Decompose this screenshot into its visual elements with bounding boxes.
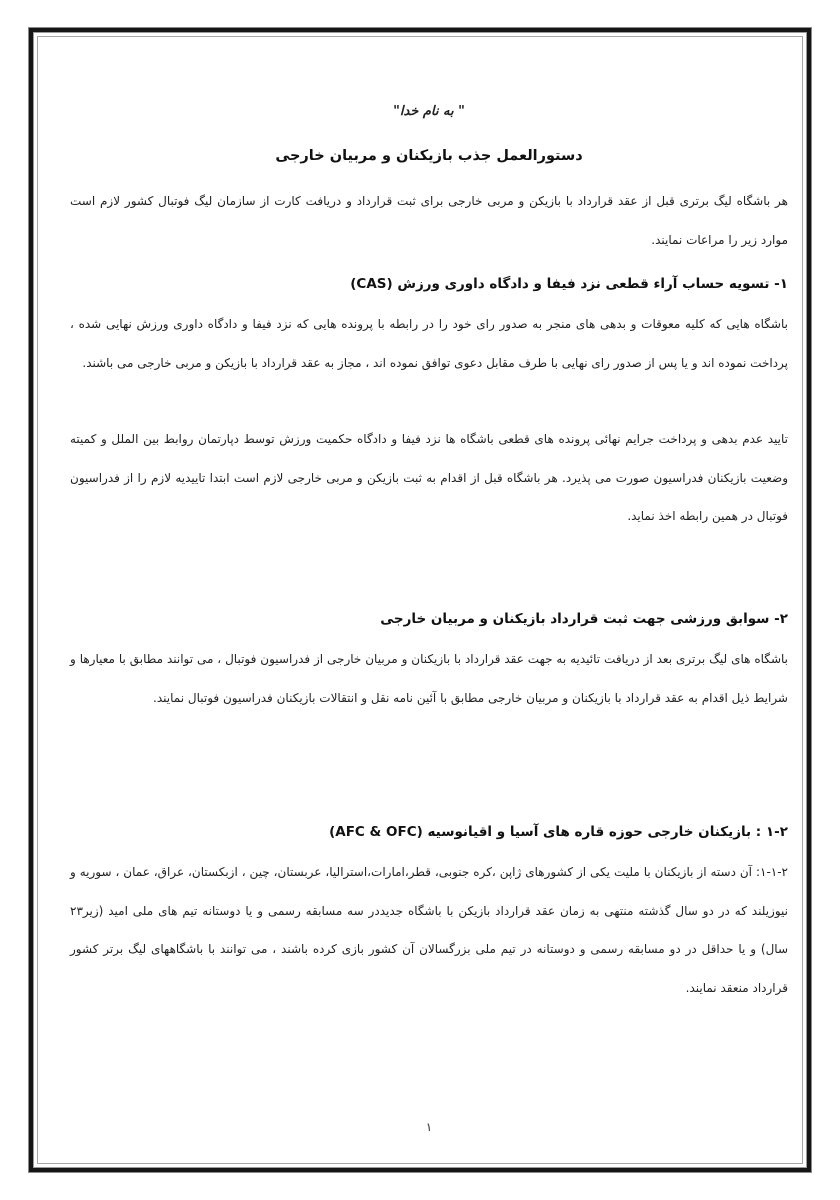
section-2-paragraph-1: باشگاه های لیگ برتری بعد از دریافت تائیدیه به جهت عقد قرارداد با بازیکنان و مربیان خارجی از فدراسیون فوتبال ، می توانند مطابق با معیارها و شرایط ذیل اقدام به عقد قرارداد با بازیکنان و مربیان خارجی مطابق با آئین نامه نقل و انتقالات بازیکنان فدراسیون فوتبال نمایند.	[70, 652, 788, 705]
section-2-1-1-paragraph: ۱-۱-۲: آن دسته از بازیکنان با ملیت یکی از کشورهای ژاپن ،کره جنوبی، قطر،امارات،استرالیا، عربستان، چین ، ازبکستان، عراق، عمان ، سوریه و نیوزیلند که در دو سال گذشته منتهی به زمان عقد قرارداد بازیکن با باشگاه جدیددر سه مسابقه رسمی و یا دوستانه تیم های ملی امید (زیر۲۳ سال) و یا حداقل در دو مسابقه رسمی و دوستانه در تیم ملی بزرگسالان آن کشور بازی کرده باشند ، می توانند با باشگاههای لیگ برتر کشور قرارداد منعقد نمایند.	[70, 865, 788, 995]
section-1-paragraph-1: باشگاه هایی که کلیه معوقات و بدهی های منجر به صدور رای خود را در رابطه با پرونده هایی که نزد فیفا و دادگاه داوری ورزش نهایی شده ، پرداخت نموده اند و یا پس از صدور رای نهایی با طرف مقابل دعوی توافق نموده اند ، مجاز به عقد قرارداد با بازیکن و مربی خارجی می باشند.	[70, 317, 788, 370]
page-number: ۱	[425, 1120, 433, 1134]
document-page	[70, 0, 788, 1200]
section-2-heading: ۲- سوابق ورزشی جهت ثبت قرارداد بازیکنان و مربیان خارجی	[380, 611, 788, 627]
section-2-1-heading: ۱-۲ : بازیکنان خارجی حوزه قاره های آسیا و اقیانوسیه (AFC & OFC)	[329, 824, 788, 840]
section-1-heading: ۱- تسویه حساب آراء قطعی نزد فیفا و دادگاه داوری ورزش (CAS)	[350, 276, 788, 292]
document-title: دستورالعمل جذب بازیکنان و مربیان خارجی	[275, 148, 583, 164]
bismillah-header: " به نام خدا"	[393, 104, 465, 119]
intro-paragraph: هر باشگاه لیگ برتری قبل از عقد قرارداد با بازیکن و مربی خارجی برای ثبت قرارداد و دریافت کارت از سازمان لیگ فوتبال کشور لازم است موارد زیر را مراعات نمایند.	[70, 194, 788, 247]
section-1-paragraph-2: تایید عدم بدهی و پرداخت جرایم نهائی پرونده های قطعی باشگاه ها نزد فیفا و دادگاه حکمیت ورزش توسط دپارتمان روابط بین الملل و کمیته وضعیت بازیکنان فدراسیون صورت می پذیرد. هر باشگاه قبل از اقدام به ثبت بازیکن و مربی خارجی لازم است ابتدا تاییدیه لازم را از فدراسیون فوتبال در همین رابطه اخذ نماید.	[70, 432, 788, 523]
